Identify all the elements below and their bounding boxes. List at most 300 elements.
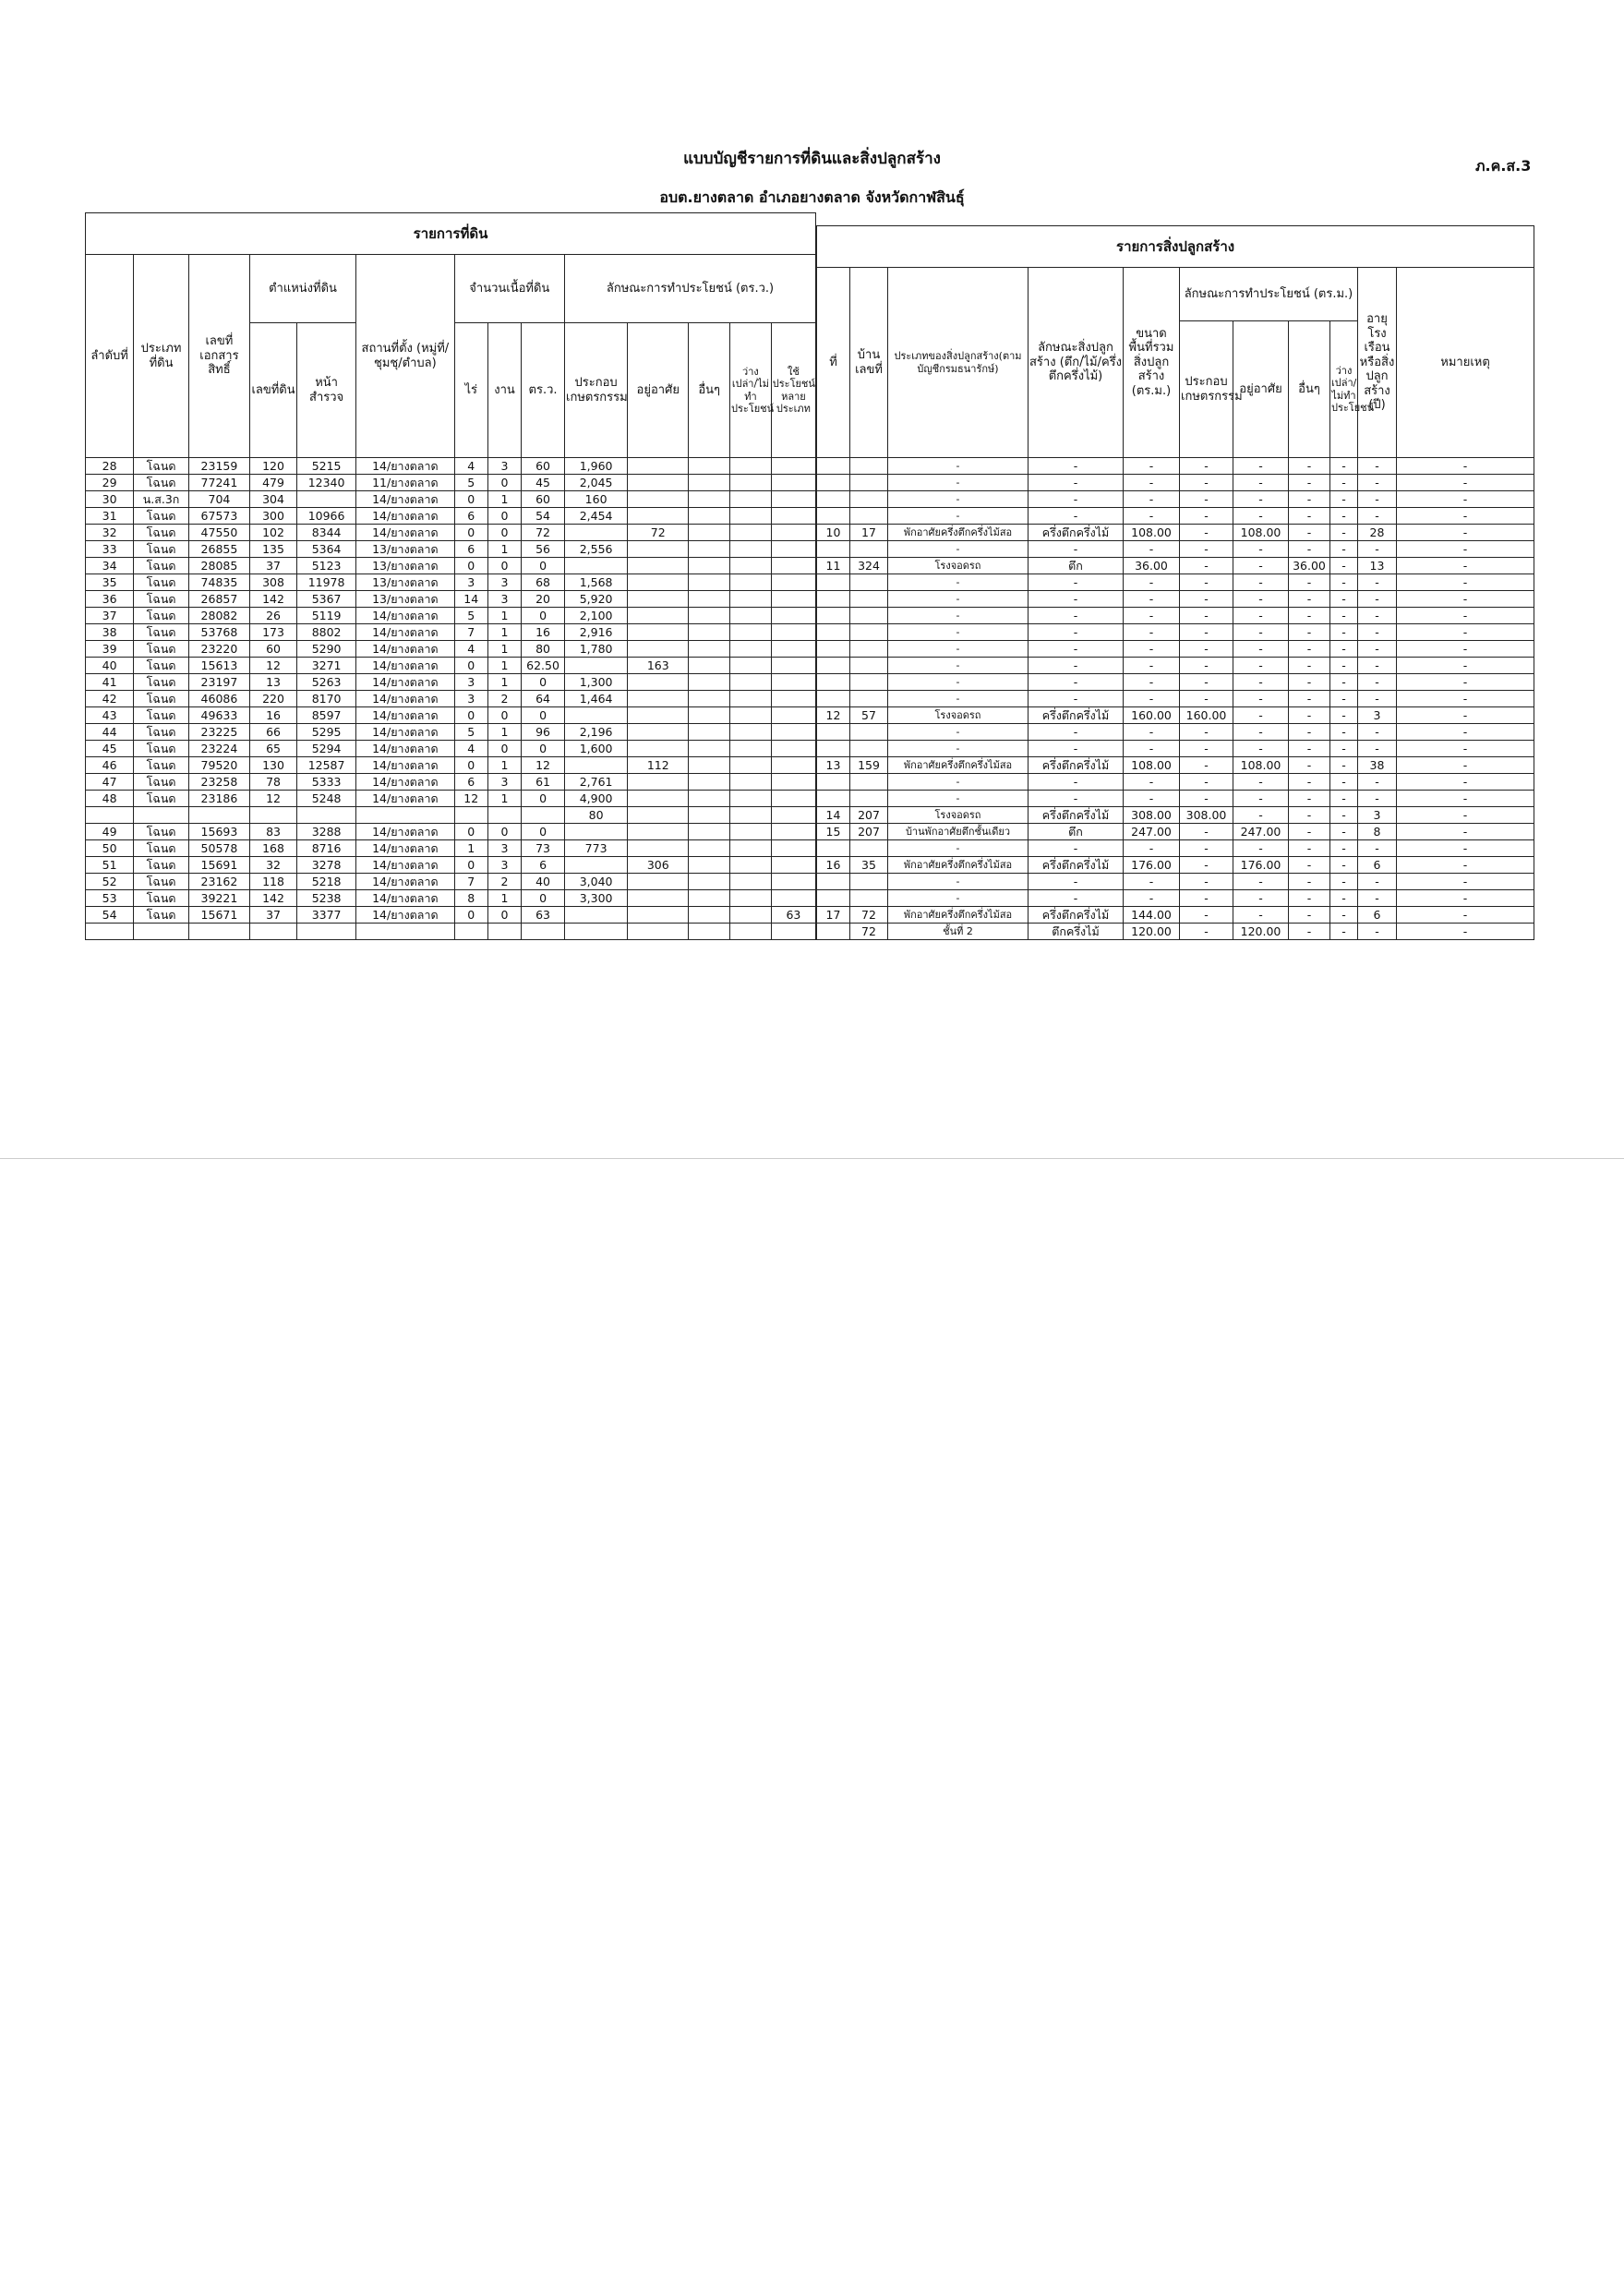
land-cell: 14/ยางตลาด	[356, 824, 455, 840]
header-position-group: ตำแหน่งที่ดิน	[249, 255, 355, 323]
building-cell: -	[888, 691, 1029, 707]
land-cell	[628, 475, 689, 491]
building-cell: 108.00	[1124, 757, 1180, 774]
land-cell	[771, 641, 815, 658]
building-cell: -	[1330, 757, 1358, 774]
land-cell: 2,196	[565, 724, 628, 741]
land-cell: โฉนด	[134, 724, 189, 741]
land-cell	[730, 824, 772, 840]
header-area-group: จำนวนเนื้อที่ดิน	[454, 255, 564, 323]
building-cell	[850, 591, 888, 608]
building-cell	[850, 608, 888, 624]
building-cell: -	[1180, 857, 1233, 874]
land-cell: 14/ยางตลาด	[356, 724, 455, 741]
building-cell: 120.00	[1233, 924, 1289, 940]
land-cell	[730, 707, 772, 724]
building-cell: -	[1397, 591, 1534, 608]
land-cell: โฉนด	[134, 674, 189, 691]
land-cell	[487, 807, 521, 824]
land-cell	[689, 791, 730, 807]
land-cell	[689, 774, 730, 791]
land-cell: 3	[454, 674, 487, 691]
building-cell: -	[1358, 840, 1397, 857]
land-cell	[565, 824, 628, 840]
land-cell: 118	[249, 874, 296, 890]
header-wa: ตร.ว.	[522, 323, 565, 458]
header-parcel-no: เลขที่ดิน	[249, 323, 296, 458]
land-cell	[628, 724, 689, 741]
building-cell: -	[1180, 824, 1233, 840]
building-cell: -	[1330, 574, 1358, 591]
land-cell	[730, 691, 772, 707]
building-cell: -	[1124, 791, 1180, 807]
building-cell	[817, 641, 850, 658]
land-cell: 40	[522, 874, 565, 890]
land-cell: โฉนด	[134, 458, 189, 475]
land-cell: 53	[86, 890, 134, 907]
building-cell: -	[1124, 475, 1180, 491]
building-cell	[850, 791, 888, 807]
land-cell: 1	[487, 541, 521, 558]
land-cell: 160	[565, 491, 628, 508]
land-cell: 8	[454, 890, 487, 907]
land-cell: 5295	[297, 724, 356, 741]
building-cell: -	[1029, 608, 1124, 624]
building-cell: -	[1180, 541, 1233, 558]
building-cell: -	[1289, 774, 1330, 791]
land-cell: 14/ยางตลาด	[356, 757, 455, 774]
building-cell: -	[1397, 491, 1534, 508]
building-cell: พักอาศัยครึ่งตึกครึ่งไม้สอ	[888, 907, 1029, 924]
land-cell: 96	[522, 724, 565, 741]
land-cell	[771, 558, 815, 574]
land-cell: 704	[188, 491, 249, 508]
header-remark: หมายเหตุ	[1397, 268, 1534, 458]
land-cell	[689, 491, 730, 508]
land-cell: 67573	[188, 508, 249, 525]
land-cell: 26	[249, 608, 296, 624]
building-cell: พักอาศัยครึ่งตึกครึ่งไม้สอ	[888, 525, 1029, 541]
land-cell: 78	[249, 774, 296, 791]
land-cell	[565, 924, 628, 940]
land-cell	[730, 658, 772, 674]
land-cell: 83	[249, 824, 296, 840]
building-cell: -	[1124, 890, 1180, 907]
building-cell	[850, 724, 888, 741]
land-cell: 44	[86, 724, 134, 741]
land-cell: 4,900	[565, 791, 628, 807]
building-cell	[817, 774, 850, 791]
land-cell	[628, 558, 689, 574]
building-cell: -	[1397, 857, 1534, 874]
land-cell: โฉนด	[134, 641, 189, 658]
header-bld-resid: อยู่อาศัย	[1233, 321, 1289, 458]
building-cell: 10	[817, 525, 850, 541]
building-cell: -	[1029, 658, 1124, 674]
building-cell: 14	[817, 807, 850, 824]
building-cell: -	[888, 890, 1029, 907]
land-cell	[628, 890, 689, 907]
building-cell	[850, 641, 888, 658]
land-cell: 3	[487, 840, 521, 857]
building-cell: -	[1289, 691, 1330, 707]
land-cell: 0	[454, 824, 487, 840]
building-cell: -	[1397, 691, 1534, 707]
land-cell: 23159	[188, 458, 249, 475]
land-row	[86, 558, 816, 574]
building-cell	[817, 791, 850, 807]
land-cell: 80	[522, 641, 565, 658]
land-cell: 1,600	[565, 741, 628, 757]
land-cell	[771, 874, 815, 890]
land-cell: โฉนด	[134, 707, 189, 724]
land-cell: 2,100	[565, 608, 628, 624]
building-section-title: รายการสิ่งปลูกสร้าง	[817, 226, 1534, 268]
land-cell: 0	[522, 791, 565, 807]
land-cell: โฉนด	[134, 824, 189, 840]
header-agri: ประกอบเกษตรกรรม	[565, 323, 628, 458]
land-row	[86, 574, 816, 591]
land-cell: 3	[487, 857, 521, 874]
building-cell: -	[1397, 641, 1534, 658]
land-cell: 23225	[188, 724, 249, 741]
building-cell: -	[1233, 641, 1289, 658]
land-cell: 41	[86, 674, 134, 691]
building-cell: -	[1289, 541, 1330, 558]
land-cell	[771, 458, 815, 475]
header-doc-no: เลขที่เอกสารสิทธิ์	[188, 255, 249, 458]
building-cell: -	[1124, 674, 1180, 691]
land-cell: 72	[522, 525, 565, 541]
building-cell: -	[1358, 774, 1397, 791]
land-cell: 0	[487, 824, 521, 840]
building-row	[817, 824, 1534, 840]
land-row	[86, 741, 816, 757]
building-cell	[817, 724, 850, 741]
land-cell	[771, 691, 815, 707]
land-cell: 0	[522, 707, 565, 724]
building-cell: -	[1289, 525, 1330, 541]
land-cell: 3288	[297, 824, 356, 840]
land-cell	[730, 724, 772, 741]
building-cell: -	[1029, 791, 1124, 807]
land-cell: 51	[86, 857, 134, 874]
land-cell: 10966	[297, 508, 356, 525]
building-cell: -	[888, 874, 1029, 890]
land-row	[86, 624, 816, 641]
building-cell: -	[1124, 774, 1180, 791]
land-cell: 300	[249, 508, 296, 525]
building-cell: -	[1180, 724, 1233, 741]
building-cell: -	[1330, 874, 1358, 890]
building-row	[817, 757, 1534, 774]
land-row	[86, 924, 816, 940]
land-cell: 1	[487, 491, 521, 508]
building-cell: -	[1233, 840, 1289, 857]
land-cell: 1	[487, 624, 521, 641]
land-cell	[689, 574, 730, 591]
building-cell: ครึ่งตึกครึ่งไม้	[1029, 857, 1124, 874]
land-cell: 3	[487, 591, 521, 608]
building-cell: -	[1358, 658, 1397, 674]
land-cell	[771, 791, 815, 807]
building-cell: -	[1330, 924, 1358, 940]
building-row	[817, 724, 1534, 741]
land-cell	[689, 558, 730, 574]
land-cell: น.ส.3ก	[134, 491, 189, 508]
land-cell: โฉนด	[134, 591, 189, 608]
land-cell: โฉนด	[134, 541, 189, 558]
building-cell: -	[1180, 608, 1233, 624]
land-cell: 5367	[297, 591, 356, 608]
land-cell: 168	[249, 840, 296, 857]
land-cell: 0	[454, 707, 487, 724]
building-row	[817, 807, 1534, 824]
land-cell: 0	[454, 907, 487, 924]
land-cell: 3,300	[565, 890, 628, 907]
building-cell: -	[1180, 840, 1233, 857]
header-resid: อยู่อาศัย	[628, 323, 689, 458]
building-cell: -	[1397, 558, 1534, 574]
land-cell: 28	[86, 458, 134, 475]
building-cell: -	[1358, 508, 1397, 525]
building-cell: -	[1180, 591, 1233, 608]
land-row	[86, 907, 816, 924]
building-cell: -	[1233, 574, 1289, 591]
building-cell: -	[1358, 458, 1397, 475]
land-cell: 5215	[297, 458, 356, 475]
building-cell	[817, 608, 850, 624]
land-cell	[628, 707, 689, 724]
land-cell: 5248	[297, 791, 356, 807]
land-cell: 23186	[188, 791, 249, 807]
building-cell: -	[1124, 591, 1180, 608]
building-row	[817, 491, 1534, 508]
land-cell: 6	[454, 541, 487, 558]
building-cell: 35	[850, 857, 888, 874]
building-cell: -	[1233, 807, 1289, 824]
building-cell: -	[1330, 890, 1358, 907]
land-cell: 14/ยางตลาด	[356, 774, 455, 791]
land-cell: 14/ยางตลาด	[356, 791, 455, 807]
building-row	[817, 641, 1534, 658]
building-cell: -	[1330, 857, 1358, 874]
land-cell: 14/ยางตลาด	[356, 608, 455, 624]
land-cell	[689, 824, 730, 840]
land-cell: 8170	[297, 691, 356, 707]
building-cell: -	[1233, 591, 1289, 608]
land-cell: 37	[249, 558, 296, 574]
building-cell: -	[1180, 907, 1233, 924]
land-cell: 35	[86, 574, 134, 591]
building-cell: ชั้นที่ 2	[888, 924, 1029, 940]
land-cell	[565, 558, 628, 574]
land-cell: 0	[487, 558, 521, 574]
building-cell: -	[1330, 624, 1358, 641]
land-cell	[730, 475, 772, 491]
building-cell: -	[1330, 641, 1358, 658]
building-cell: -	[1180, 658, 1233, 674]
land-cell	[771, 741, 815, 757]
header-other: อื่นๆ	[689, 323, 730, 458]
building-cell: -	[1397, 658, 1534, 674]
building-cell: 17	[817, 907, 850, 924]
land-cell: 5333	[297, 774, 356, 791]
land-cell	[628, 691, 689, 707]
land-cell: 49633	[188, 707, 249, 724]
land-cell: โฉนด	[134, 890, 189, 907]
header-house-no: บ้านเลขที่	[850, 268, 888, 458]
building-cell: -	[1330, 691, 1358, 707]
land-cell: 1	[454, 840, 487, 857]
document-subtitle: อบต.ยางตลาด อำเภอยางตลาด จังหวัดกาฬสินธุ์	[659, 188, 965, 206]
land-cell	[730, 674, 772, 691]
land-cell	[628, 641, 689, 658]
building-cell: -	[1330, 807, 1358, 824]
building-cell	[817, 741, 850, 757]
land-cell: 14/ยางตลาด	[356, 641, 455, 658]
building-cell: -	[1124, 741, 1180, 757]
land-cell	[730, 791, 772, 807]
land-cell	[730, 874, 772, 890]
building-cell	[850, 840, 888, 857]
building-cell: -	[1358, 741, 1397, 757]
building-row	[817, 857, 1534, 874]
land-cell	[454, 807, 487, 824]
land-row	[86, 508, 816, 525]
building-table-body	[817, 458, 1534, 940]
building-cell: -	[1180, 558, 1233, 574]
land-cell: 14/ยางตลาด	[356, 907, 455, 924]
land-cell: 1,780	[565, 641, 628, 658]
land-cell	[628, 491, 689, 508]
building-cell: -	[1029, 840, 1124, 857]
building-cell: 13	[1358, 558, 1397, 574]
land-cell	[730, 857, 772, 874]
building-cell: -	[1029, 691, 1124, 707]
land-cell	[771, 508, 815, 525]
building-cell: 28	[1358, 525, 1397, 541]
land-cell	[771, 807, 815, 824]
building-cell: -	[1358, 924, 1397, 940]
building-row	[817, 774, 1534, 791]
building-cell: -	[1289, 924, 1330, 940]
building-cell: 247.00	[1124, 824, 1180, 840]
land-cell	[771, 774, 815, 791]
land-cell: 3278	[297, 857, 356, 874]
land-cell	[771, 857, 815, 874]
building-cell: 247.00	[1233, 824, 1289, 840]
land-cell	[628, 791, 689, 807]
building-cell: -	[1289, 807, 1330, 824]
land-cell: 62.50	[522, 658, 565, 674]
land-cell: 1	[487, 674, 521, 691]
land-cell: 220	[249, 691, 296, 707]
building-cell: 13	[817, 757, 850, 774]
land-row	[86, 874, 816, 890]
land-cell: 5	[454, 475, 487, 491]
land-cell	[730, 807, 772, 824]
land-cell	[730, 757, 772, 774]
building-cell: 160.00	[1124, 707, 1180, 724]
building-cell: -	[1397, 724, 1534, 741]
building-cell	[817, 674, 850, 691]
land-row	[86, 674, 816, 691]
building-cell	[850, 674, 888, 691]
building-cell: -	[1330, 791, 1358, 807]
land-cell	[689, 591, 730, 608]
land-cell: 54	[86, 907, 134, 924]
land-cell	[689, 641, 730, 658]
building-row	[817, 558, 1534, 574]
building-cell: -	[1397, 525, 1534, 541]
land-cell	[628, 840, 689, 857]
land-cell: 7	[454, 874, 487, 890]
land-row	[86, 724, 816, 741]
header-bld-usage-group: ลักษณะการทำประโยชน์ (ตร.ม.)	[1180, 268, 1358, 321]
building-cell: -	[1289, 591, 1330, 608]
land-cell: โฉนด	[134, 774, 189, 791]
land-cell: 5	[454, 608, 487, 624]
building-cell: 144.00	[1124, 907, 1180, 924]
land-cell	[730, 608, 772, 624]
building-cell: -	[1124, 624, 1180, 641]
building-cell: -	[1124, 691, 1180, 707]
land-cell: 39221	[188, 890, 249, 907]
building-row	[817, 707, 1534, 724]
land-cell	[730, 491, 772, 508]
land-cell: 23162	[188, 874, 249, 890]
building-cell: -	[1289, 824, 1330, 840]
land-cell: 0	[487, 707, 521, 724]
land-cell: โฉนด	[134, 857, 189, 874]
header-doc-type: ประเภทที่ดิน	[134, 255, 189, 458]
building-cell: -	[1330, 608, 1358, 624]
building-row	[817, 475, 1534, 491]
building-cell: -	[1397, 791, 1534, 807]
land-row	[86, 458, 816, 475]
building-cell: -	[1289, 491, 1330, 508]
land-cell	[689, 857, 730, 874]
land-cell: 130	[249, 757, 296, 774]
land-cell	[771, 541, 815, 558]
building-row	[817, 691, 1534, 707]
land-cell: 37	[86, 608, 134, 624]
land-cell: 40	[86, 658, 134, 674]
building-cell: -	[888, 624, 1029, 641]
land-cell: 4	[454, 641, 487, 658]
land-cell: โฉนด	[134, 574, 189, 591]
header-bld-agri: ประกอบเกษตรกรรม	[1180, 321, 1233, 458]
land-cell: 0	[454, 857, 487, 874]
land-cell: 13	[249, 674, 296, 691]
building-cell: -	[1233, 475, 1289, 491]
land-cell: 30	[86, 491, 134, 508]
building-cell: -	[1124, 724, 1180, 741]
building-cell: 57	[850, 707, 888, 724]
land-cell	[188, 924, 249, 940]
building-cell: -	[1233, 724, 1289, 741]
land-cell	[689, 924, 730, 940]
land-cell	[771, 824, 815, 840]
land-cell: 1,464	[565, 691, 628, 707]
land-cell	[689, 674, 730, 691]
building-cell: ตึก	[1029, 558, 1124, 574]
building-cell: -	[1358, 624, 1397, 641]
building-cell: -	[1029, 591, 1124, 608]
building-cell	[850, 491, 888, 508]
building-cell	[850, 508, 888, 525]
